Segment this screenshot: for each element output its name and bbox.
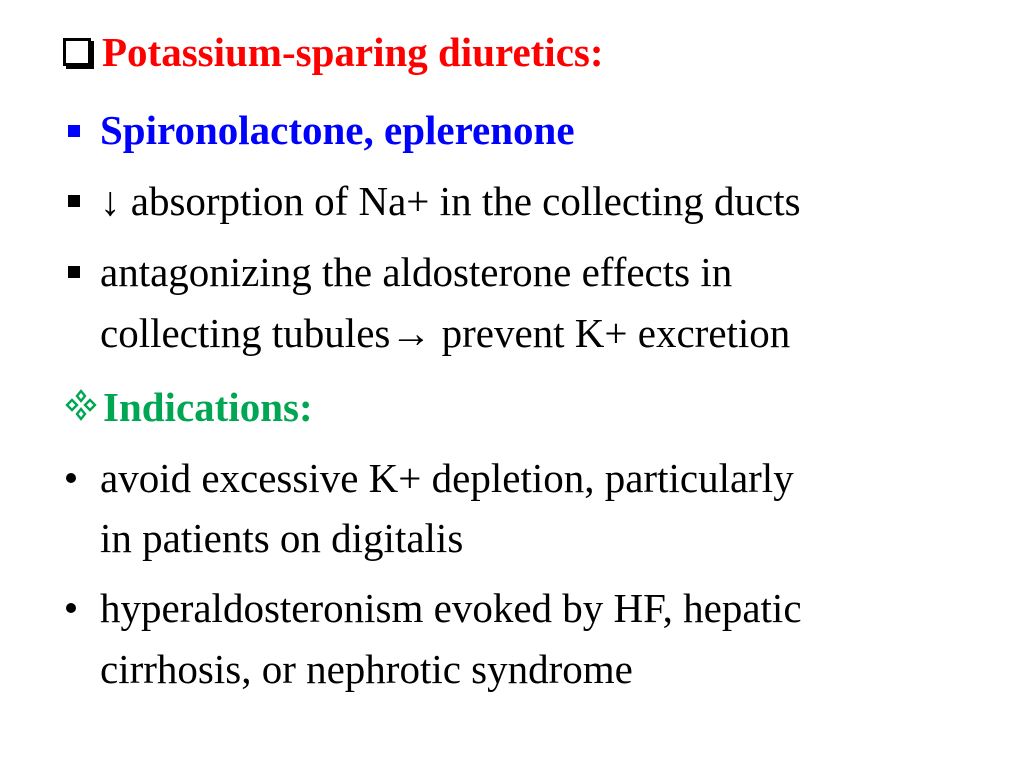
indication-item-line: cirrhosis, or nephrotic syndrome [100, 646, 633, 692]
round-bullet-icon [66, 603, 76, 613]
square-bullet-icon [68, 195, 80, 207]
square-bullet-icon [68, 125, 80, 137]
checkbox-bullet-icon [63, 38, 91, 66]
indication-item-line: in patients on digitalis [100, 515, 464, 561]
mechanism-item: ↓ absorption of Na+ in the collecting ducts [100, 178, 801, 224]
four-diamond-icon [64, 388, 98, 422]
indication-item-line: avoid excessive K+ depletion, particularly [100, 455, 794, 501]
indication-item-line: hyperaldosteronism evoked by HF, hepatic [100, 585, 802, 631]
section-heading-potassium-sparing: Potassium-sparing diuretics: [102, 29, 604, 75]
square-bullet-icon [68, 266, 80, 278]
section-heading-indications: Indications: [103, 384, 313, 430]
mechanism-item-line: antagonizing the aldosterone effects in [100, 249, 733, 295]
drug-names: Spironolactone, eplerenone [100, 107, 575, 153]
mechanism-item-line: collecting tubules→ prevent K+ excretion [100, 310, 791, 356]
round-bullet-icon [66, 473, 76, 483]
